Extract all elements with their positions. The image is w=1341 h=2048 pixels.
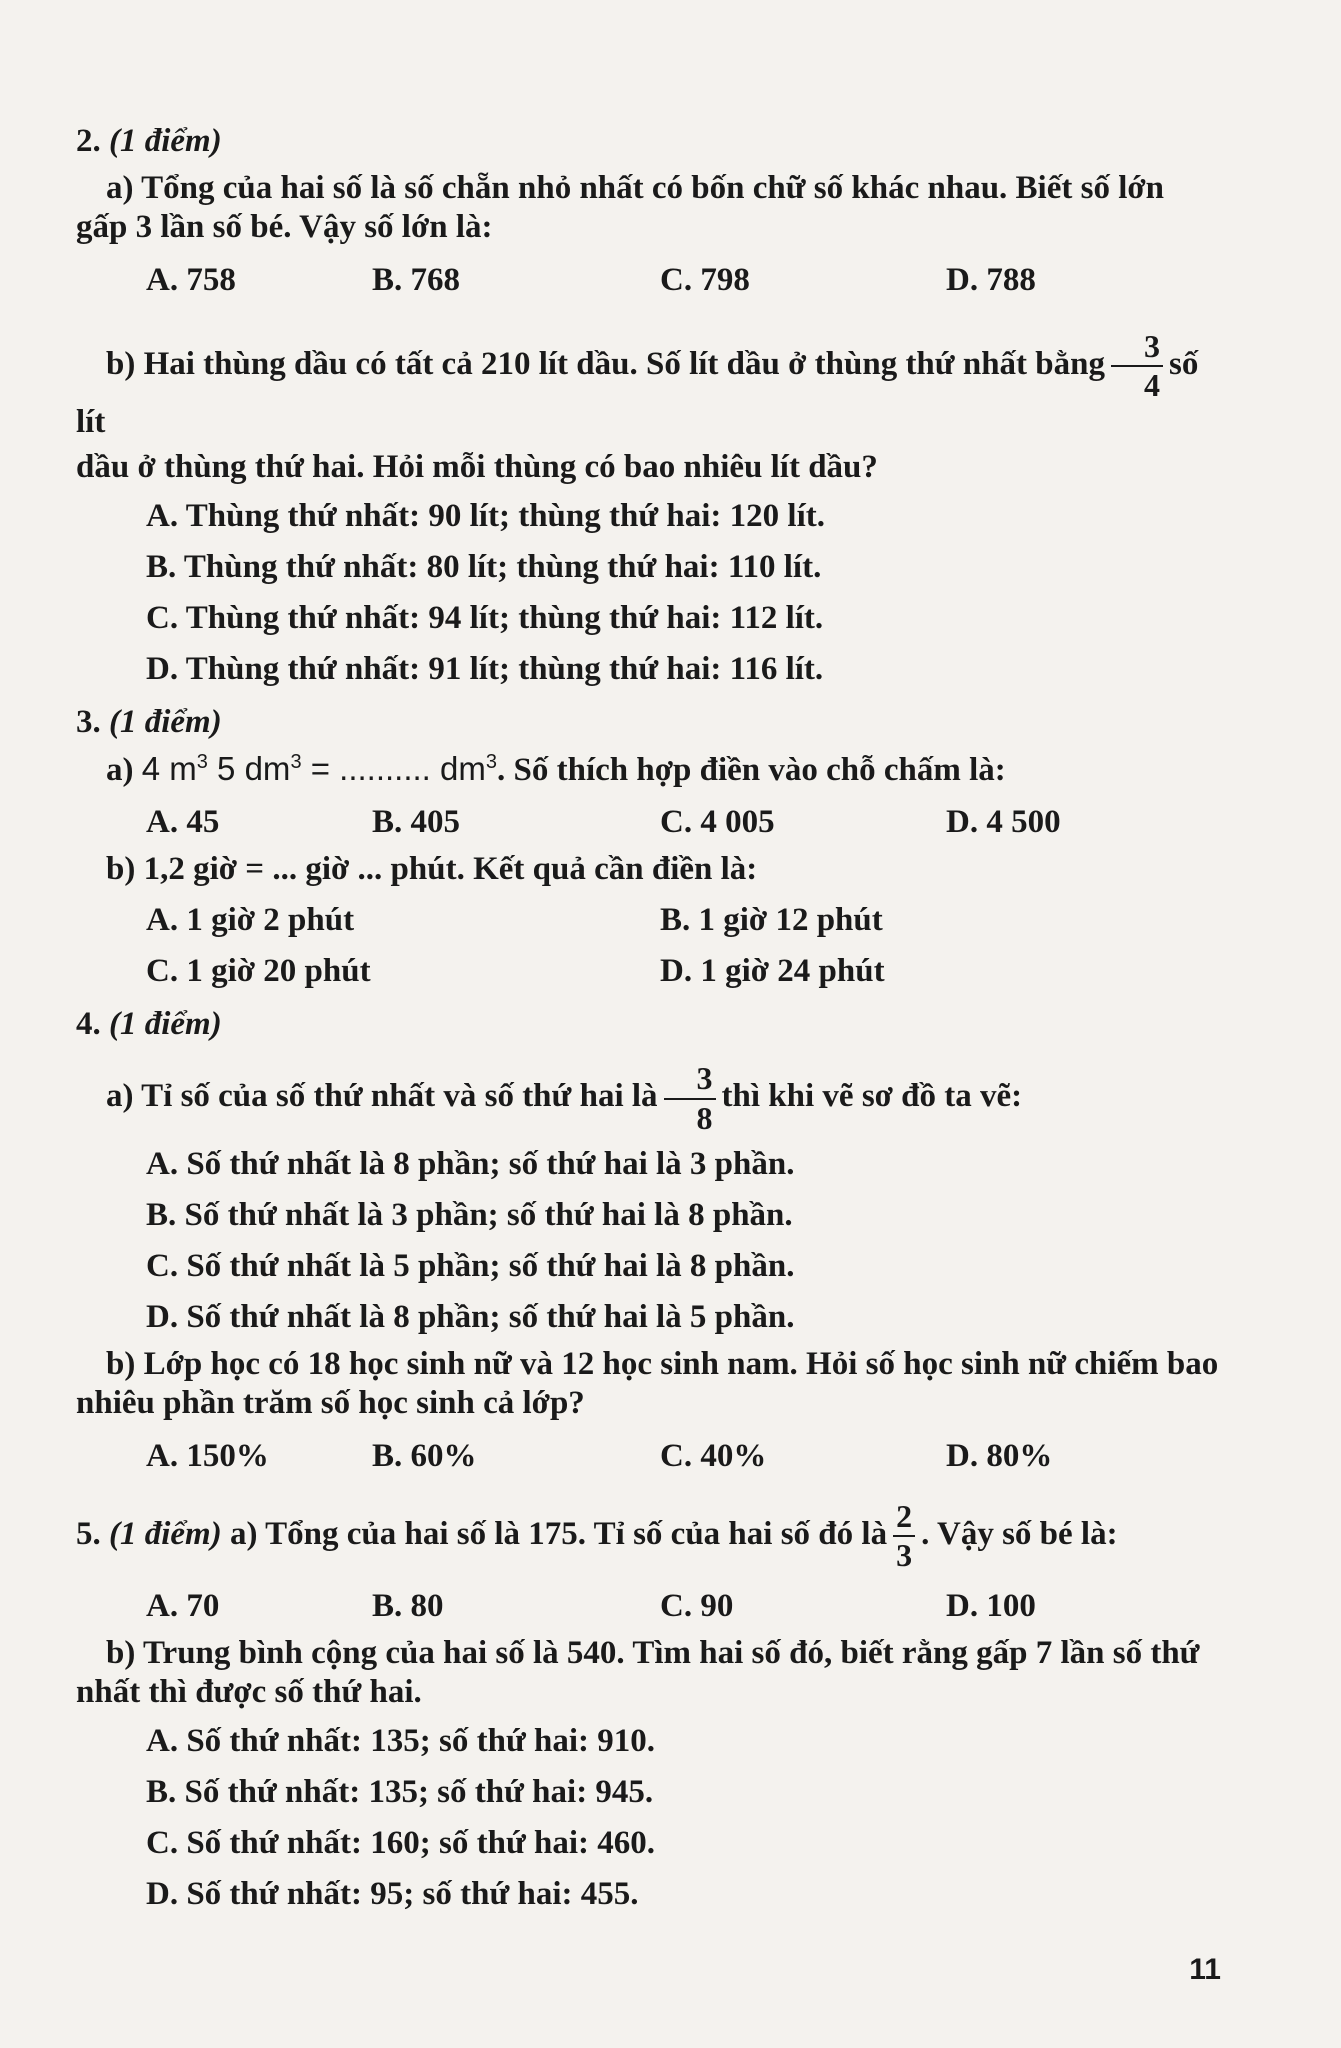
fraction-denominator: 4: [1144, 367, 1160, 404]
exponent: 3: [196, 750, 208, 773]
text-after: thì khi vẽ sơ đồ ta vẽ:: [721, 1078, 1023, 1115]
question-2a-options: [146, 261, 1221, 300]
question-number: 3.: [76, 703, 101, 740]
question-5a-text-after: . Vậy số bé là:: [921, 1516, 1118, 1553]
question-2b-text: [76, 327, 1221, 442]
question-3b-options-row1: [146, 901, 1221, 940]
fraction-numerator: 3: [1111, 330, 1163, 368]
option-b: B. Số thứ nhất: 135; số thứ hai: 945.: [146, 1773, 654, 1810]
question-points: (1 điểm): [109, 703, 222, 740]
option-c: C. Số thứ nhất là 5 phần; số thứ hai là 8 phần.: [146, 1248, 795, 1285]
option-c: C. 40%: [660, 1437, 767, 1474]
fraction-numerator: 3: [664, 1062, 716, 1100]
text-after: số lít: [76, 345, 1199, 440]
fraction-numerator: 2: [893, 1500, 915, 1538]
option-b: B. 60%: [372, 1437, 477, 1474]
page-number: 11: [1189, 1953, 1221, 1986]
question-2a-text: a) Tổng của hai số là số chẵn nhỏ nhất có bốn chữ số khác nhau. Biết số lớn gấp 3 lần số bé. Vậy số lớn là:: [76, 169, 1164, 245]
option-a: A. 1 giờ 2 phút: [146, 902, 355, 939]
fraction: [664, 1062, 716, 1135]
question-3a-options: [146, 803, 1221, 842]
text-after: . Số thích hợp điền vào chỗ chấm là:: [497, 751, 1006, 788]
option-d: D. 1 giờ 24 phút: [660, 953, 885, 990]
question-points: (1 điểm): [109, 1516, 222, 1553]
question-4a-options: [146, 1145, 1221, 1337]
question-5b-options: [146, 1722, 1221, 1914]
fraction: [1111, 327, 1163, 404]
option-a: A. 150%: [146, 1437, 269, 1474]
option-d: D. 80%: [946, 1437, 1053, 1474]
question-3: [76, 703, 1221, 992]
option-c: C. 90: [660, 1588, 734, 1625]
question-2: [76, 122, 1221, 689]
part-label: a): [106, 751, 134, 788]
question-header: [76, 122, 1221, 161]
question-3a-text: [76, 750, 1221, 790]
question-header: [76, 1497, 1221, 1574]
question-2b-options: [146, 497, 1221, 689]
question-number: 2.: [76, 123, 101, 159]
text-before: b) Hai thùng dầu có tất cả 210 lít dầu. Số lít dầu ở thùng thứ nhất bằng: [106, 345, 1105, 382]
question-number: 5.: [76, 1516, 101, 1553]
question-points: (1 điểm): [109, 123, 222, 159]
option-a: A. 758: [146, 261, 236, 298]
question-4b-options: [146, 1437, 1221, 1476]
option-a: A. Thùng thứ nhất: 90 lít; thùng thứ hai: 120 lít.: [146, 497, 825, 534]
option-c: C. 798: [660, 261, 750, 298]
question-5a-options: [146, 1587, 1221, 1626]
question-4: [76, 1005, 1221, 1476]
option-c: C. Số thứ nhất: 160; số thứ hai: 460.: [146, 1824, 656, 1861]
question-5a-text-before: a) Tổng của hai số là 175. Tỉ số của hai số đó là: [229, 1516, 888, 1553]
fraction-denominator: 3: [896, 1537, 913, 1574]
option-b: B. Thùng thứ nhất: 80 lít; thùng thứ hai: 110 lít.: [146, 548, 822, 585]
text-before: a) Tỉ số của số thứ nhất và số thứ hai là: [106, 1078, 658, 1115]
fraction: [893, 1497, 915, 1574]
option-a: A. Số thứ nhất là 8 phần; số thứ hai là 3 phần.: [146, 1146, 795, 1183]
option-b: B. 768: [372, 261, 461, 298]
option-a: A. 70: [146, 1588, 220, 1625]
fraction-denominator: 8: [696, 1099, 713, 1136]
question-5b-text: b) Trung bình cộng của hai số là 540. Tìm hai số đó, biết rằng gấp 7 lần số thứ nhất thì được số thứ hai.: [76, 1635, 1200, 1710]
question-2b-text-cont: dầu ở thùng thứ hai. Hỏi mỗi thùng có bao nhiêu lít dầu?: [76, 448, 878, 485]
question-3b-options-row2: [146, 952, 1221, 991]
option-a: A. Số thứ nhất: 135; số thứ hai: 910.: [146, 1722, 656, 1759]
option-d: D. 4 500: [946, 804, 1061, 841]
question-number: 4.: [76, 1006, 101, 1043]
option-b: B. 1 giờ 12 phút: [660, 902, 883, 939]
volume-expression: [142, 750, 497, 787]
question-3b-text: b) 1,2 giờ = ... giờ ... phút. Kết quả cần điền là:: [106, 851, 758, 888]
option-d: D. 100: [946, 1588, 1036, 1625]
option-b: B. 405: [372, 804, 461, 841]
option-d: D. Số thứ nhất: 95; số thứ hai: 455.: [146, 1875, 639, 1912]
expr-blank: = .......... dm: [301, 749, 486, 787]
question-header: [76, 1005, 1221, 1044]
question-4b-text: b) Lớp học có 18 học sinh nữ và 12 học sinh nam. Hỏi số học sinh nữ chiếm bao nhiêu phần trăm số học sinh cả lớp?: [76, 1346, 1219, 1421]
question-header: [76, 703, 1221, 742]
question-5: [76, 1476, 1221, 1914]
option-c: C. 1 giờ 20 phút: [146, 953, 371, 990]
option-d: D. 788: [946, 261, 1036, 298]
option-b: B. Số thứ nhất là 3 phần; số thứ hai là 8 phần.: [146, 1197, 793, 1234]
option-c: C. 4 005: [660, 804, 775, 841]
option-d: D. Thùng thứ nhất: 91 lít; thùng thứ hai: 116 lít.: [146, 650, 824, 687]
expr-m: 4 m: [141, 749, 197, 787]
option-a: A. 45: [146, 804, 220, 841]
option-b: B. 80: [372, 1588, 444, 1625]
question-4a-text: [76, 1062, 1221, 1135]
exponent: 3: [290, 750, 302, 773]
question-points: (1 điểm): [109, 1006, 222, 1043]
exponent: 3: [485, 750, 497, 773]
option-d: D. Số thứ nhất là 8 phần; số thứ hai là 5 phần.: [146, 1299, 795, 1336]
expr-dm: 5 dm: [207, 749, 291, 787]
option-c: C. Thùng thứ nhất: 94 lít; thùng thứ hai: 112 lít.: [146, 599, 824, 636]
